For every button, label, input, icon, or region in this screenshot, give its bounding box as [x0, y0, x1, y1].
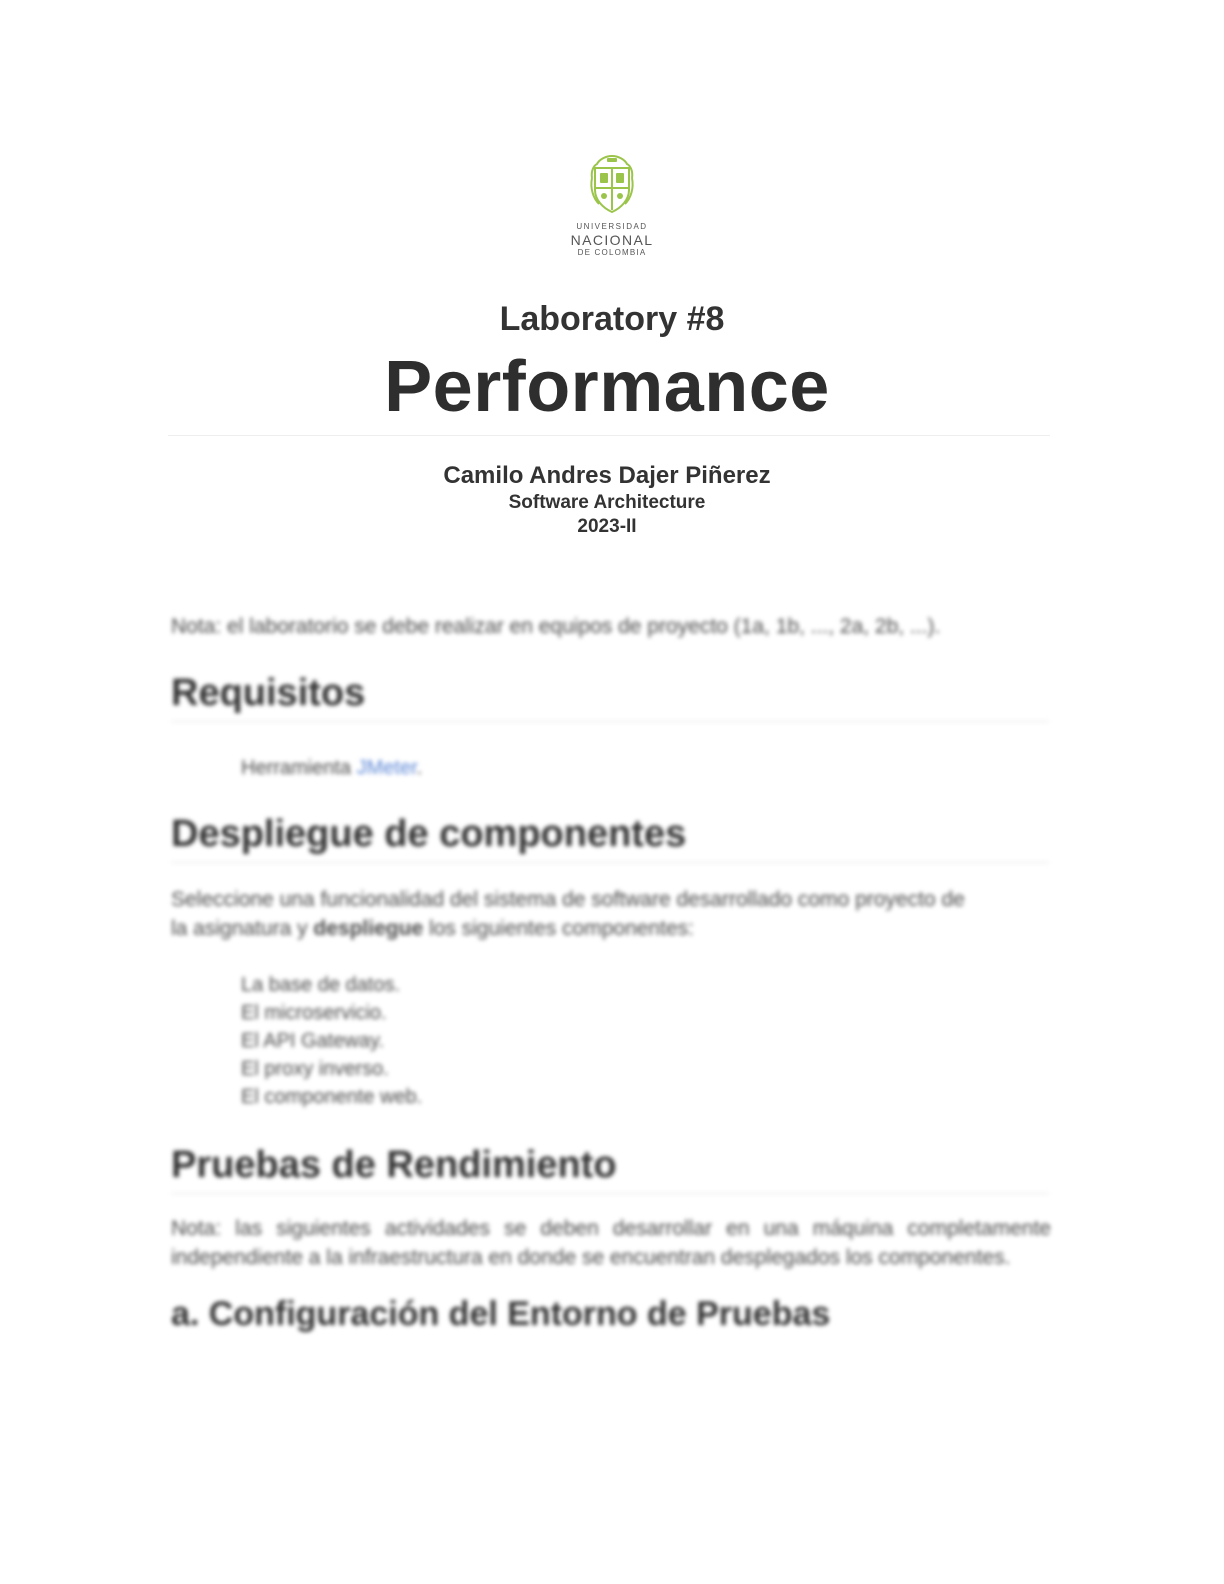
author-name: Camilo Andres Dajer Piñerez	[443, 462, 771, 489]
list-item: El microservicio.	[241, 1002, 387, 1024]
despliegue-bold: despliegue	[313, 917, 424, 940]
list-item: El API Gateway.	[241, 1030, 385, 1052]
list-item	[241, 754, 1051, 782]
section-heading-pruebas: Pruebas de Rendimiento	[171, 1144, 617, 1186]
document-body	[171, 612, 1051, 1334]
title-divider	[168, 435, 1050, 436]
despliegue-paragraph	[171, 885, 971, 943]
logo-line-2: NACIONAL	[570, 232, 654, 248]
componentes-list	[171, 971, 1051, 1111]
university-logo	[552, 152, 672, 258]
logo-line-3: DE COLOMBIA	[577, 248, 647, 257]
list-item: La base de datos.	[241, 974, 401, 996]
despliegue-text-a: Seleccione una funcionalidad del sistema de software desarrollado como proyecto de la asignatura y	[171, 888, 965, 940]
pruebas-paragraph: Nota: las siguientes actividades se deben desarrollar en una máquina completamente independiente a la infraestructura en donde se encuentran desplegados los componentes.	[171, 1217, 1051, 1269]
page-title: Performance	[384, 347, 830, 427]
lab-label: Laboratory #8	[499, 300, 725, 338]
section-divider	[171, 862, 1049, 863]
subsection-heading-configuracion: a. Configuración del Entorno de Pruebas	[171, 1295, 831, 1333]
section-divider	[171, 721, 1049, 722]
list-item: El proxy inverso.	[241, 1058, 389, 1080]
jmeter-link[interactable]: JMeter	[356, 757, 417, 779]
logo-line-1: UNIVERSIDAD	[576, 222, 648, 231]
despliegue-text-b: los siguientes componentes:	[423, 917, 694, 940]
section-divider	[171, 1193, 1049, 1194]
university-seal-icon	[587, 152, 637, 216]
requisitos-list	[171, 754, 1051, 782]
course-name: Software Architecture	[508, 492, 706, 513]
requisito-text: Herramienta	[241, 757, 352, 779]
section-heading-requisitos: Requisitos	[171, 672, 366, 714]
section-heading-despliegue: Despliegue de componentes	[171, 813, 687, 855]
requisito-suffix: .	[416, 757, 423, 779]
intro-note: Nota: el laboratorio se debe realizar en equipos de proyecto (1a, 1b, ..., 2a, 2b, ...).	[171, 615, 941, 638]
list-item: El componente web.	[241, 1086, 423, 1108]
term: 2023-II	[577, 516, 637, 537]
